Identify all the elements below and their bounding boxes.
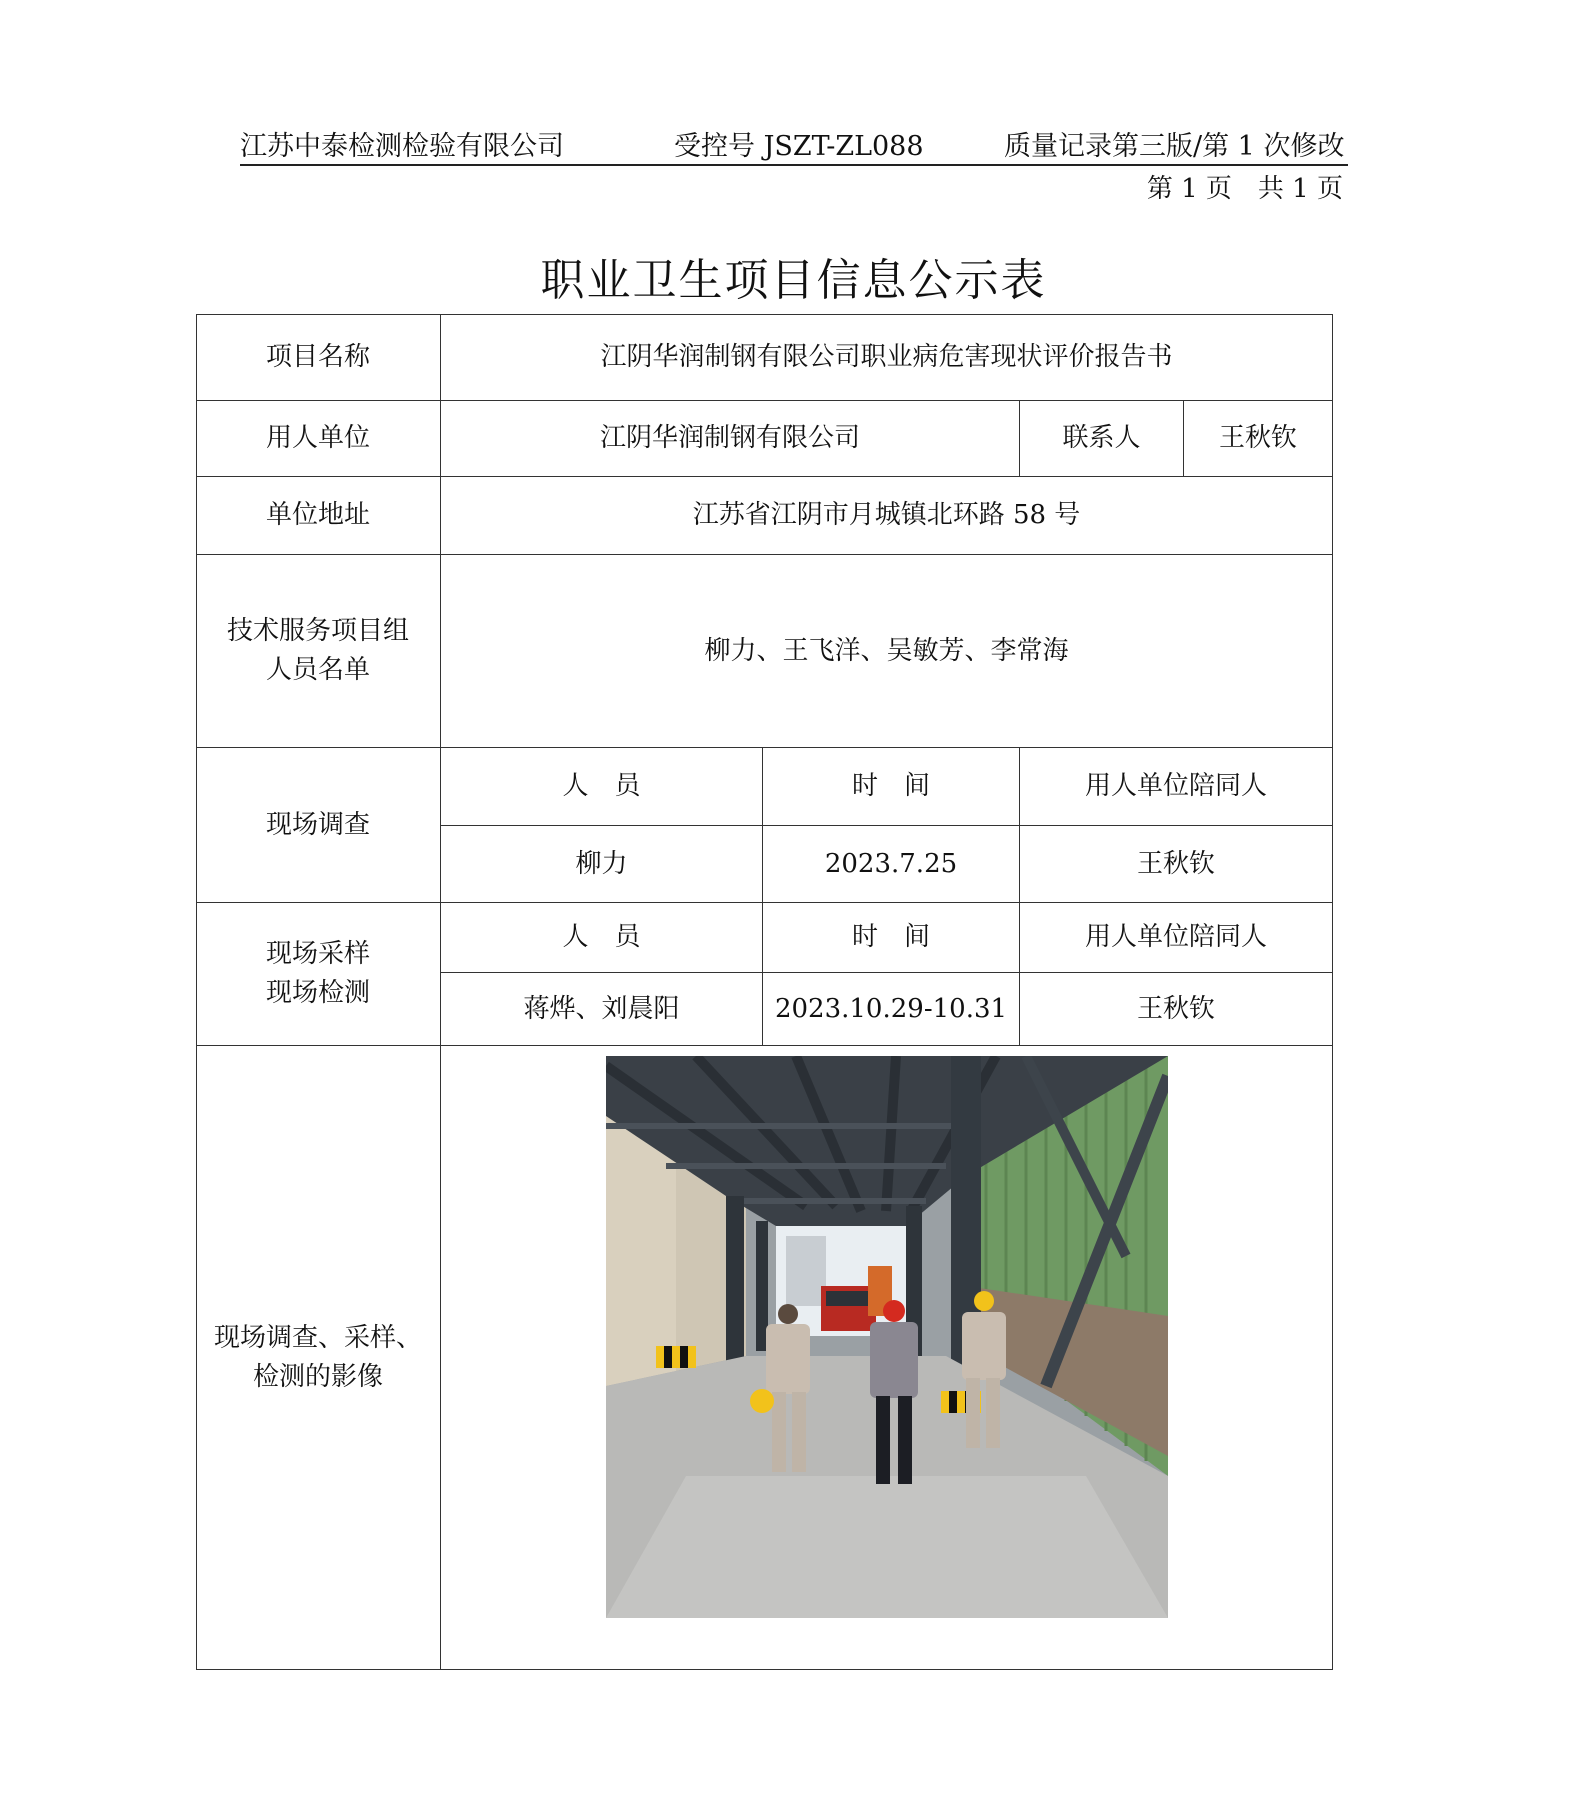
team-label — [196, 555, 440, 747]
page-title: 职业卫生项目信息公示表 — [540, 255, 1047, 306]
table-border-right — [1332, 314, 1333, 1670]
header-record-version: 质量记录第三版/第 1 次修改 — [1004, 131, 1345, 162]
contact-label: 联系人 — [1062, 423, 1141, 453]
sampling-person: 蒋烨、刘晨阳 — [523, 993, 680, 1024]
sampling-label-line1: 现场采样 — [265, 939, 370, 969]
sampling-label-line2: 现场检测 — [265, 978, 370, 1008]
contact-value: 王秋钦 — [1218, 423, 1297, 453]
page-number: 第 1 页 共 1 页 — [1146, 174, 1343, 204]
site-inspection-photo — [606, 1056, 1168, 1618]
image-label — [196, 1046, 440, 1669]
info-table — [196, 314, 1333, 1670]
employer-value: 江阴华润制钢有限公司 — [599, 423, 860, 453]
sampling-col-person: 人 员 — [562, 922, 641, 952]
sampling-label — [196, 903, 440, 1045]
sampling-time: 2023.10.29-10.31 — [774, 993, 1008, 1024]
team-value: 柳力、王飞洋、吴敏芳、李常海 — [704, 635, 1069, 666]
team-label-line2: 人员名单 — [265, 655, 370, 685]
survey-col-escort: 用人单位陪同人 — [1084, 771, 1267, 801]
address-value: 江苏省江阴市月城镇北环路 58 号 — [692, 500, 1081, 530]
survey-label: 现场调查 — [265, 809, 370, 840]
survey-col-time: 时 间 — [851, 771, 930, 801]
image-label-line1: 现场调查、采样、 — [213, 1322, 422, 1353]
sampling-col-escort: 用人单位陪同人 — [1084, 922, 1267, 952]
header-control-number: 受控号 JSZT-ZL088 — [674, 131, 924, 162]
project-name-label: 项目名称 — [265, 341, 370, 372]
header-divider — [240, 164, 1348, 166]
survey-time: 2023.7.25 — [824, 848, 958, 879]
header-company: 江苏中泰检测检验有限公司 — [240, 131, 564, 162]
team-label-line1: 技术服务项目组 — [226, 616, 409, 646]
image-label-line2: 检测的影像 — [252, 1361, 383, 1392]
project-name-value: 江阴华润制钢有限公司职业病危害现状评价报告书 — [600, 341, 1173, 372]
survey-col-person: 人 员 — [562, 771, 641, 801]
address-label: 单位地址 — [265, 500, 370, 530]
survey-escort: 王秋钦 — [1136, 848, 1215, 879]
table-border-bottom — [196, 1669, 1333, 1670]
survey-person: 柳力 — [575, 848, 628, 879]
sampling-escort: 王秋钦 — [1136, 993, 1215, 1024]
sampling-col-time: 时 间 — [851, 922, 930, 952]
employer-label: 用人单位 — [265, 423, 370, 453]
